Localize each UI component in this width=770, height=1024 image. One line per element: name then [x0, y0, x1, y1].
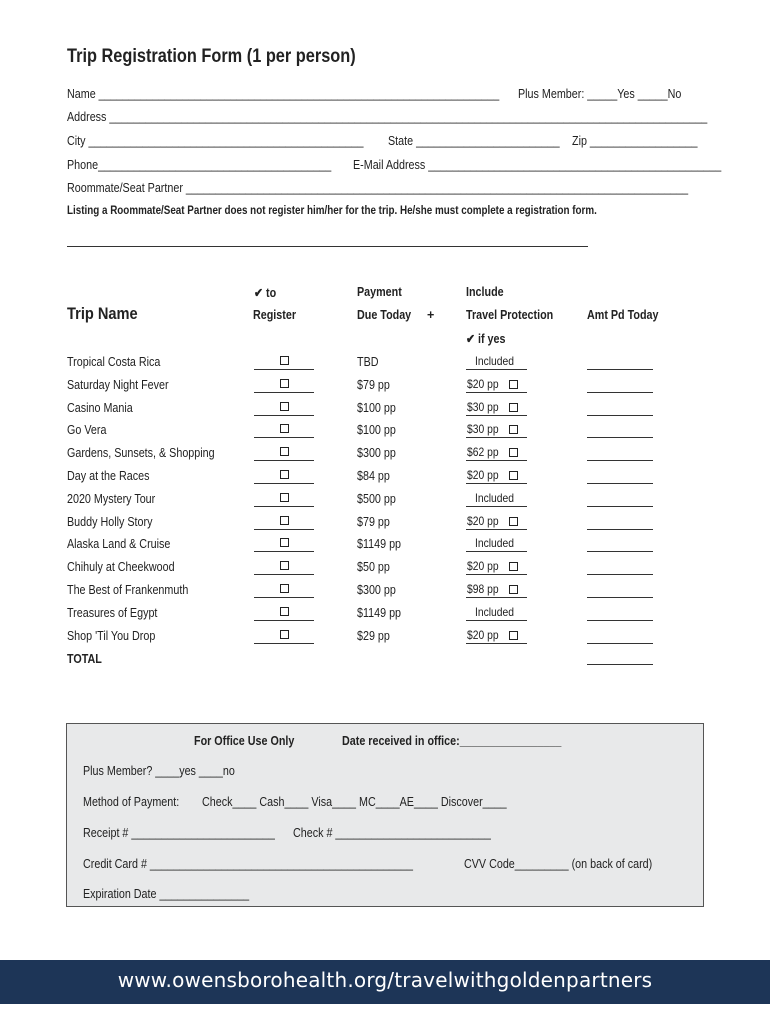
register-checkbox-field[interactable] — [254, 627, 314, 644]
travel-protection-value: $62 pp — [467, 445, 499, 460]
footer-banner — [0, 960, 770, 1004]
cvv-field[interactable]: CVV Code_________ (on back of card) — [464, 857, 653, 871]
register-checkbox-field[interactable] — [254, 376, 314, 393]
trip-name: Buddy Holly Story — [67, 514, 153, 529]
receipt-field[interactable]: Receipt # ________________________ — [83, 826, 275, 840]
register-checkbox-field[interactable] — [254, 604, 314, 621]
office-plus-member-field[interactable]: Plus Member? ____yes ____no — [83, 764, 235, 778]
travel-protection-field[interactable] — [466, 399, 527, 416]
register-checkbox[interactable] — [280, 584, 289, 593]
register-checkbox[interactable] — [280, 424, 289, 433]
trip-row — [0, 513, 770, 535]
trip-row — [0, 558, 770, 580]
header-register: Register — [253, 308, 297, 322]
trip-row — [0, 627, 770, 649]
roommate-field[interactable]: Roommate/Seat Partner ____________________________________________________________________________________ — [67, 181, 689, 195]
total-amount-field[interactable] — [587, 650, 653, 665]
header-trip-name: Trip Name — [67, 304, 138, 323]
travel-protection-field[interactable] — [466, 627, 527, 644]
amount-paid-field[interactable] — [587, 558, 653, 575]
trip-name: Shop 'Til You Drop — [67, 628, 156, 643]
register-checkbox-field[interactable] — [254, 558, 314, 575]
trip-name: Day at the Races — [67, 469, 150, 483]
travel-protection-value: Included — [475, 536, 515, 551]
city-field[interactable]: City ______________________________________________ — [67, 134, 364, 148]
amount-paid-field[interactable] — [587, 627, 653, 644]
register-checkbox[interactable] — [280, 493, 289, 502]
travel-protection-value: $20 pp — [467, 513, 499, 528]
register-checkbox[interactable] — [280, 470, 289, 479]
amount-paid-field[interactable] — [587, 490, 653, 507]
amount-paid-field[interactable] — [587, 353, 653, 370]
amount-paid-field[interactable] — [587, 421, 653, 438]
travel-protection-field — [466, 353, 527, 370]
trip-name: Chihuly at Cheekwood — [67, 560, 175, 575]
payment-due-today: $29 pp — [357, 628, 390, 643]
register-checkbox-field[interactable] — [254, 467, 314, 484]
office-use-box — [66, 723, 704, 907]
footer-url[interactable]: www.owensborohealth.org/travelwithgoldenpartners — [117, 968, 653, 992]
travel-protection-value: Included — [475, 354, 515, 368]
payment-due-today: $500 pp — [357, 491, 396, 506]
trip-row — [0, 490, 770, 512]
trip-row — [0, 399, 770, 421]
register-checkbox[interactable] — [280, 516, 289, 525]
register-checkbox-field[interactable] — [254, 490, 314, 507]
payment-due-today: $1149 pp — [357, 605, 402, 620]
payment-due-today: $300 pp — [357, 446, 396, 461]
trip-name: The Best of Frankenmuth — [67, 583, 189, 597]
register-checkbox[interactable] — [280, 447, 289, 456]
trip-row — [0, 421, 770, 443]
header-if-yes: ✔ if yes — [466, 332, 506, 346]
amount-paid-field[interactable] — [587, 535, 653, 552]
header-payment: Payment — [357, 285, 402, 299]
travel-protection-value: $30 pp — [467, 399, 499, 414]
payment-due-today: $300 pp — [357, 583, 396, 597]
travel-protection-field — [466, 490, 527, 507]
payment-due-today: $100 pp — [357, 423, 396, 438]
trip-name: Casino Mania — [67, 400, 133, 415]
travel-protection-checkbox[interactable] — [509, 380, 518, 389]
travel-protection-value: $20 pp — [467, 376, 499, 391]
amount-paid-field[interactable] — [587, 581, 653, 598]
travel-protection-field[interactable] — [466, 421, 527, 438]
amount-paid-field[interactable] — [587, 444, 653, 461]
office-heading: For Office Use Only — [194, 734, 295, 748]
travel-protection-field — [466, 604, 527, 621]
payment-due-today: $79 pp — [357, 377, 390, 392]
payment-due-today: TBD — [357, 355, 379, 369]
amount-paid-field[interactable] — [587, 399, 653, 416]
travel-protection-field[interactable] — [466, 513, 527, 530]
travel-protection-value: $98 pp — [467, 582, 499, 596]
trip-name: Tropical Costa Rica — [67, 355, 161, 369]
trip-row — [0, 376, 770, 398]
header-include: Include — [466, 285, 504, 299]
credit-card-field[interactable]: Credit Card # ____________________________________________ — [83, 857, 413, 871]
page-title: Trip Registration Form (1 per person) — [67, 46, 356, 67]
roommate-note: Listing a Roommate/Seat Partner does not register him/her for the trip. He/she must complete a registration form. — [67, 203, 597, 217]
travel-protection-checkbox[interactable] — [509, 585, 518, 594]
header-travel-protection: Travel Protection — [466, 308, 554, 322]
travel-protection-checkbox[interactable] — [509, 631, 518, 640]
expiration-date-field[interactable]: Expiration Date _______________ — [83, 887, 250, 901]
email-field[interactable]: E-Mail Address _________________________________________________ — [353, 158, 722, 172]
trip-name: Go Vera — [67, 423, 107, 438]
register-checkbox-field[interactable] — [254, 513, 314, 530]
travel-protection-checkbox[interactable] — [509, 471, 518, 480]
payment-due-today: $79 pp — [357, 514, 390, 529]
travel-protection-checkbox[interactable] — [509, 517, 518, 526]
payment-due-today: $1149 pp — [357, 537, 402, 552]
trip-row — [0, 581, 770, 603]
register-checkbox[interactable] — [280, 607, 289, 616]
phone-field[interactable]: Phone_______________________________________ — [67, 158, 332, 172]
travel-protection-value: Included — [475, 604, 515, 619]
section-divider — [67, 246, 588, 247]
trip-row — [0, 467, 770, 489]
register-checkbox[interactable] — [280, 561, 289, 570]
travel-protection-value: $20 pp — [467, 627, 499, 642]
travel-protection-value: $20 pp — [467, 468, 499, 482]
register-checkbox-field[interactable] — [254, 421, 314, 438]
register-checkbox[interactable] — [280, 630, 289, 639]
plus-member-field[interactable]: Plus Member: _____Yes _____No — [518, 87, 682, 101]
check-number-field[interactable]: Check # __________________________ — [293, 826, 491, 840]
payment-due-today: $100 pp — [357, 400, 396, 415]
travel-protection-field[interactable] — [466, 467, 527, 484]
travel-protection-checkbox[interactable] — [509, 562, 518, 571]
travel-protection-value: $20 pp — [467, 559, 499, 574]
register-checkbox[interactable] — [280, 538, 289, 547]
travel-protection-field[interactable] — [466, 444, 527, 461]
date-received-field[interactable]: Date received in office:_________________ — [342, 734, 562, 748]
trip-name: Saturday Night Fever — [67, 377, 169, 392]
register-checkbox-field[interactable] — [254, 444, 314, 461]
trip-name: 2020 Mystery Tour — [67, 491, 156, 506]
register-checkbox-field[interactable] — [254, 353, 314, 370]
travel-protection-value: $30 pp — [467, 422, 499, 437]
travel-protection-field[interactable] — [466, 581, 527, 598]
register-checkbox[interactable] — [280, 379, 289, 388]
name-field[interactable]: Name ___________________________________________________________________ — [67, 87, 500, 101]
register-checkbox[interactable] — [280, 402, 289, 411]
travel-protection-checkbox[interactable] — [509, 403, 518, 412]
header-check-to: ✔ to — [254, 286, 277, 300]
header-plus: + — [427, 308, 435, 322]
trip-row — [0, 535, 770, 557]
amount-paid-field[interactable] — [587, 604, 653, 621]
travel-protection-field — [466, 535, 527, 552]
trip-name: Gardens, Sunsets, & Shopping — [67, 446, 215, 461]
register-checkbox[interactable] — [280, 356, 289, 365]
trip-row — [0, 353, 770, 375]
register-checkbox-field[interactable] — [254, 581, 314, 598]
header-due-today: Due Today — [357, 308, 412, 322]
travel-protection-value: Included — [475, 490, 515, 505]
trip-row — [0, 444, 770, 466]
trip-row — [0, 604, 770, 626]
zip-field[interactable]: Zip __________________ — [572, 134, 698, 148]
travel-protection-field[interactable] — [466, 376, 527, 393]
register-checkbox-field[interactable] — [254, 399, 314, 416]
address-field[interactable]: Address ____________________________________________________________________________________________________ — [67, 110, 708, 124]
trip-name: Treasures of Egypt — [67, 605, 158, 620]
travel-protection-field[interactable] — [466, 558, 527, 575]
register-checkbox-field[interactable] — [254, 535, 314, 552]
payment-due-today: $50 pp — [357, 560, 390, 575]
payment-method-label: Method of Payment: — [83, 795, 180, 809]
amount-paid-field[interactable] — [587, 513, 653, 530]
travel-protection-checkbox[interactable] — [509, 425, 518, 434]
travel-protection-checkbox[interactable] — [509, 448, 518, 457]
header-amt-pd: Amt Pd Today — [587, 308, 659, 322]
payment-due-today: $84 pp — [357, 469, 390, 483]
payment-method-options[interactable]: Check____ Cash____ Visa____ MC____AE____ Discover____ — [202, 795, 507, 809]
state-field[interactable]: State ________________________ — [388, 134, 560, 148]
amount-paid-field[interactable] — [587, 467, 653, 484]
amount-paid-field[interactable] — [587, 376, 653, 393]
trip-name: Alaska Land & Cruise — [67, 537, 171, 552]
total-label: TOTAL — [67, 652, 102, 666]
